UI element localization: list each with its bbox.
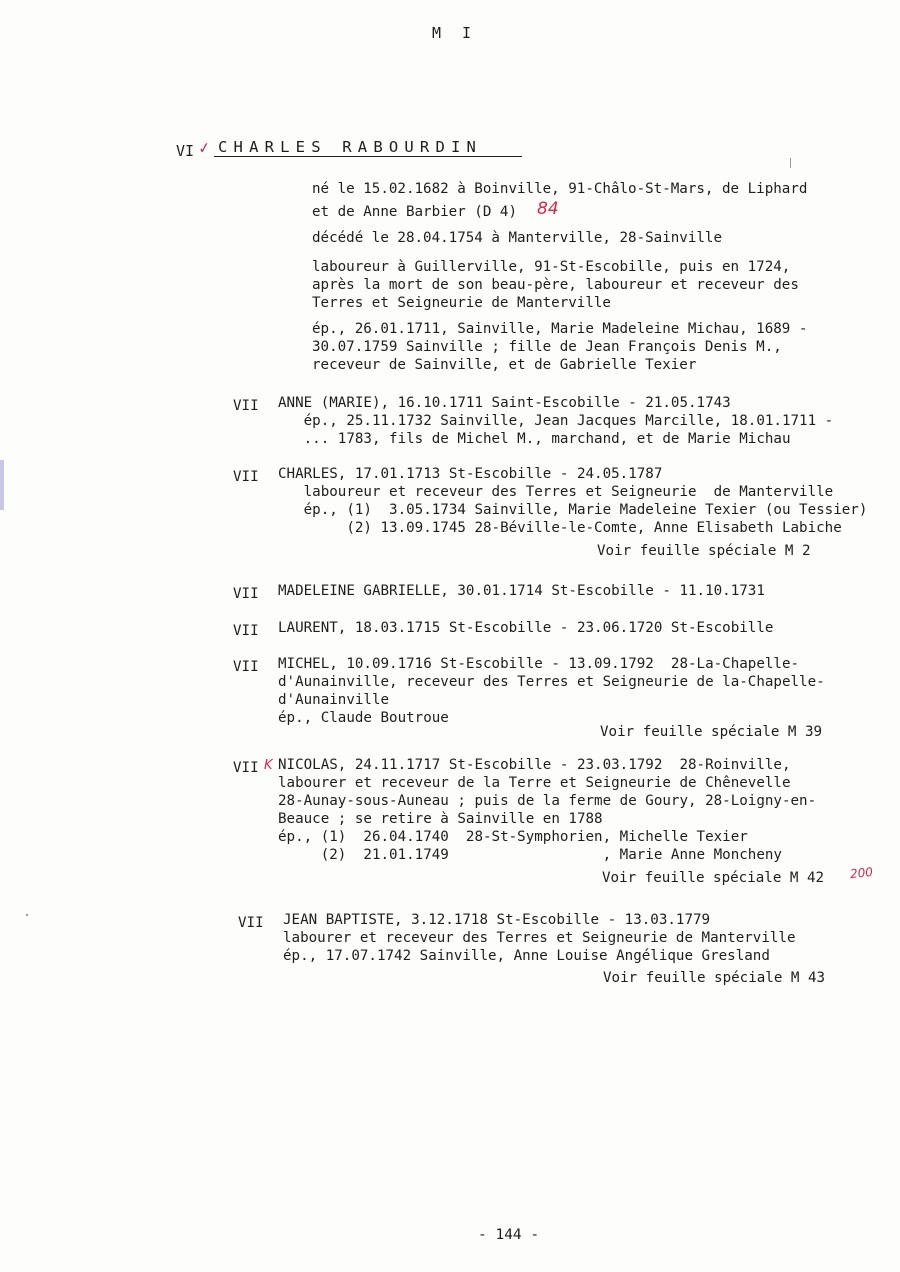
see-sheet-reference: Voir feuille spéciale M 39	[600, 724, 823, 740]
main-birth	[312, 178, 872, 223]
occupation-line-2: après la mort de son beau-père, laboureur et receveur des	[312, 277, 799, 293]
entry-line: ANNE (MARIE), 16.10.1711 Saint-Escobille - 21.05.1743	[278, 395, 731, 411]
child-generation: VII	[233, 398, 259, 414]
see-sheet-reference: Voir feuille spéciale M 2	[597, 543, 811, 559]
occupation-line-3: Terres et Seigneurie de Manterville	[312, 295, 611, 311]
main-generation: VI	[176, 142, 195, 160]
see-sheet-reference: Voir feuille spéciale M 42	[602, 870, 825, 886]
child-entry-charles	[278, 465, 878, 537]
child-generation: VII	[233, 469, 259, 485]
entry-line: CHARLES, 17.01.1713 St-Escobille - 24.05.1787	[278, 466, 663, 482]
see-sheet-reference: Voir feuille spéciale M 43	[603, 970, 826, 986]
entry-line: d'Aunainville	[278, 692, 390, 708]
entry-line: LAURENT, 18.03.1715 St-Escobille - 23.06.1720 St-Escobille	[278, 620, 774, 636]
entry-line: JEAN BAPTISTE, 3.12.1718 St-Escobille - 13.03.1779	[283, 912, 711, 928]
name-underline	[214, 156, 522, 157]
entry-line: ép., 17.07.1742 Sainville, Anne Louise Angélique Gresland	[283, 948, 770, 964]
handwritten-84-annotation: 84	[537, 199, 559, 219]
entry-line: labourer et receveur des Terres et Seigneurie de Manterville	[283, 930, 796, 946]
entry-line: d'Aunainville, receveur des Terres et Seigneurie de la-Chapelle-	[278, 674, 825, 690]
entry-line: NICOLAS, 24.11.1717 St-Escobille - 23.03.1792 28-Roinville,	[278, 757, 791, 773]
entry-line: (2) 13.09.1745 28-Béville-le-Comte, Anne Elisabeth Labiche	[278, 520, 842, 536]
child-entry-michel	[278, 655, 878, 727]
main-occupation	[312, 258, 872, 312]
birth-line-1: né le 15.02.1682 à Boinville, 91-Châlo-St-Mars, de Liphard	[312, 181, 808, 197]
child-generation: VII	[233, 659, 259, 675]
handwritten-200-annotation: 200	[849, 864, 874, 882]
birth-line-2: et de Anne Barbier (D 4)	[312, 203, 517, 220]
entry-line: 28-Aunay-sous-Auneau ; puis de la ferme de Goury, 28-Loigny-en-	[278, 793, 817, 809]
scan-speck	[26, 914, 28, 916]
sheet-reference: M I	[432, 24, 478, 42]
main-person-name: CHARLES RABOURDIN	[218, 138, 483, 156]
child-entry-jean-baptiste	[283, 911, 883, 965]
entry-line: ... 1783, fils de Michel M., marchand, et de Marie Michau	[278, 431, 791, 447]
child-entry-madeleine	[278, 582, 878, 600]
k-mark-annotation: K	[264, 758, 273, 773]
entry-line: ép., 25.11.1732 Sainville, Jean Jacques Marcille, 18.01.1711 -	[278, 413, 834, 429]
child-entry-anne	[278, 394, 878, 448]
child-generation: VII	[233, 760, 259, 776]
entry-line: MADELEINE GABRIELLE, 30.01.1714 St-Escobille - 11.10.1731	[278, 583, 765, 599]
entry-line: ép., (1) 3.05.1734 Sainville, Marie Madeleine Texier (ou Tessier)	[278, 502, 868, 518]
marriage-line-3: receveur de Sainville, et de Gabrielle Texier	[312, 357, 697, 373]
entry-line: ép., (1) 26.04.1740 28-St-Symphorien, Michelle Texier	[278, 829, 748, 845]
child-generation: VII	[233, 623, 259, 639]
entry-line: labourer et receveur de la Terre et Seigneurie de Chênevelle	[278, 775, 791, 791]
marriage-line-2: 30.07.1759 Sainville ; fille de Jean François Denis M.,	[312, 339, 782, 355]
entry-line: ép., Claude Boutroue	[278, 710, 449, 726]
death-line: décédé le 28.04.1754 à Manterville, 28-Sainville	[312, 230, 722, 246]
entry-line: laboureur et receveur des Terres et Seigneurie de Manterville	[278, 484, 834, 500]
marriage-line-1: ép., 26.01.1711, Sainville, Marie Madeleine Michau, 1689 -	[312, 321, 808, 337]
child-generation: VII	[233, 586, 259, 602]
scan-speck	[790, 158, 791, 168]
child-entry-laurent	[278, 619, 878, 637]
scan-edge-mark	[0, 460, 4, 510]
entry-line: MICHEL, 10.09.1716 St-Escobille - 13.09.1792 28-La-Chapelle-	[278, 656, 800, 672]
main-marriage	[312, 320, 872, 374]
entry-line: Beauce ; se retire à Sainville en 1788	[278, 811, 603, 827]
child-generation: VII	[238, 915, 264, 931]
entry-line: (2) 21.01.1749 , Marie Anne Moncheny	[278, 847, 782, 863]
page-number: - 144 -	[478, 1227, 540, 1243]
check-mark-annotation: ✓	[196, 138, 212, 158]
main-death	[312, 227, 872, 250]
child-entry-nicolas	[278, 756, 878, 864]
occupation-line-1: laboureur à Guillerville, 91-St-Escobille, puis en 1724,	[312, 259, 791, 275]
